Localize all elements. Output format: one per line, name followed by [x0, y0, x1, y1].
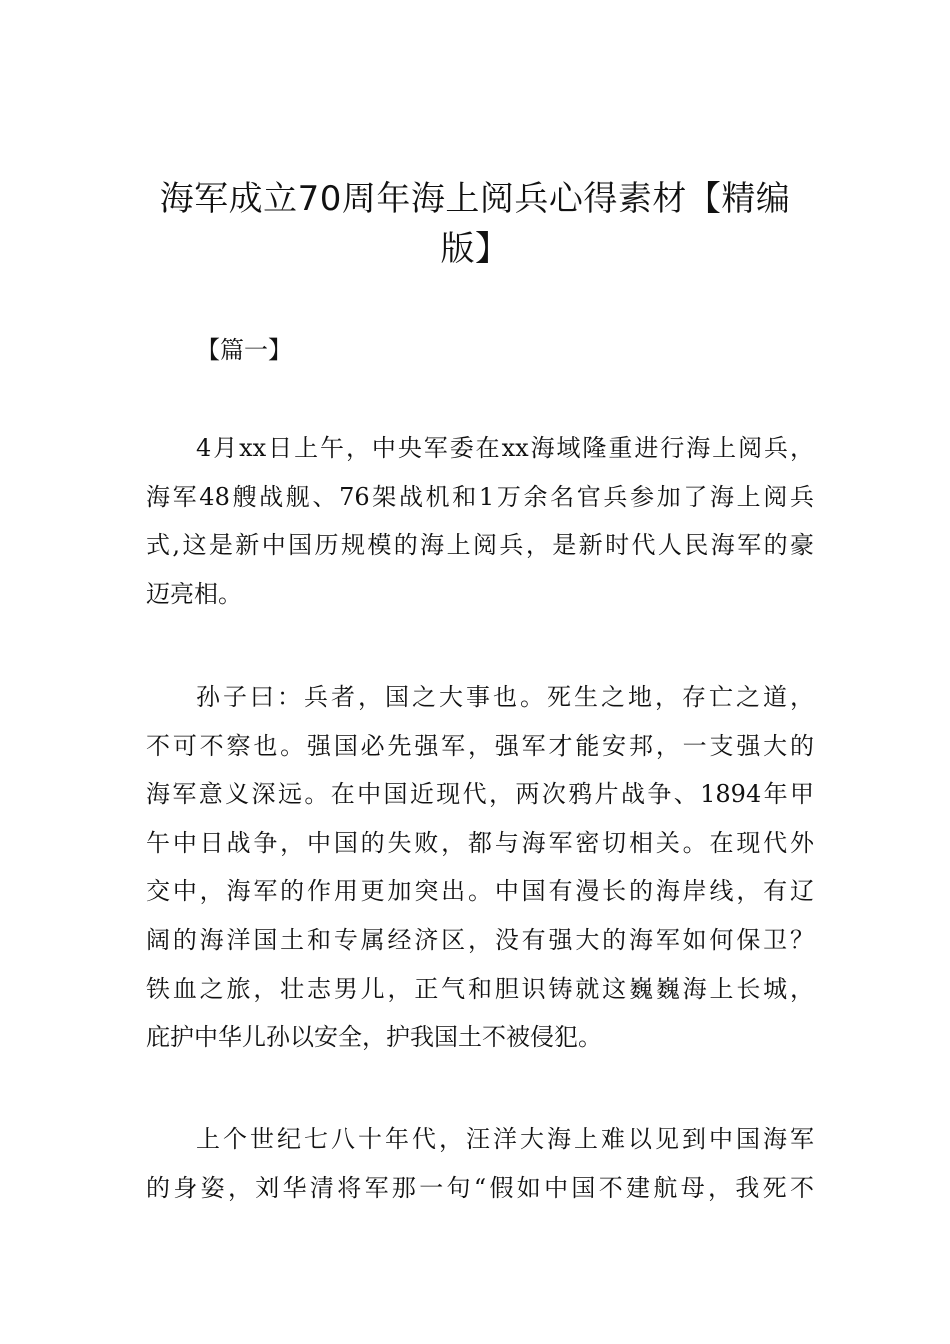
paragraph-line: 铁血之旅，壮志男儿，正气和胆识铸就这巍巍海上长城，: [146, 974, 814, 1003]
paragraph-line: 海军意义深远。在中国近现代，两次鸦片战争、1894年甲: [146, 780, 814, 809]
paragraph-line: 午中日战争，中国的失败，都与海军密切相关。在现代外: [146, 828, 814, 857]
paragraph-line: 阔的海洋国土和专属经济区，没有强大的海军如何保卫？: [146, 925, 814, 954]
paragraph-line: 海军48艘战舰、76架战机和1万余名官兵参加了海上阅兵: [146, 482, 814, 511]
paragraph-line: 上个世纪七八十年代，汪洋大海上难以见到中国海军: [196, 1125, 814, 1153]
paragraph-line: 交中，海军的作用更加突出。中国有漫长的海岸线，有辽: [146, 877, 814, 906]
paragraph-line: 式,这是新中国历规模的海上阅兵，是新时代人民海军的豪: [146, 531, 814, 560]
section-label: 【篇一】: [196, 336, 292, 364]
paragraph-line: 孙子曰：兵者，国之大事也。死生之地，存亡之道，: [196, 683, 814, 711]
document-title: 海军成立70周年海上阅兵心得素材【精编版】: [159, 179, 791, 269]
paragraph-line: 不可不察也。强国必先强军，强军才能安邦，一支强大的: [146, 731, 814, 760]
paragraph-3: [146, 1115, 814, 1212]
paragraph-1: [146, 424, 814, 618]
paragraph-line: 4月xx日上午，中央军委在xx海域隆重进行海上阅兵，: [196, 434, 814, 462]
paragraph-line: 迈亮相。: [146, 579, 242, 608]
paragraph-2: [146, 673, 814, 1062]
paragraph-line: 庇护中华儿孙以安全，护我国土不被侵犯。: [146, 1023, 602, 1052]
paragraph-line: 的身姿，刘华清将军那一句“假如中国不建航母，我死不: [146, 1173, 814, 1202]
